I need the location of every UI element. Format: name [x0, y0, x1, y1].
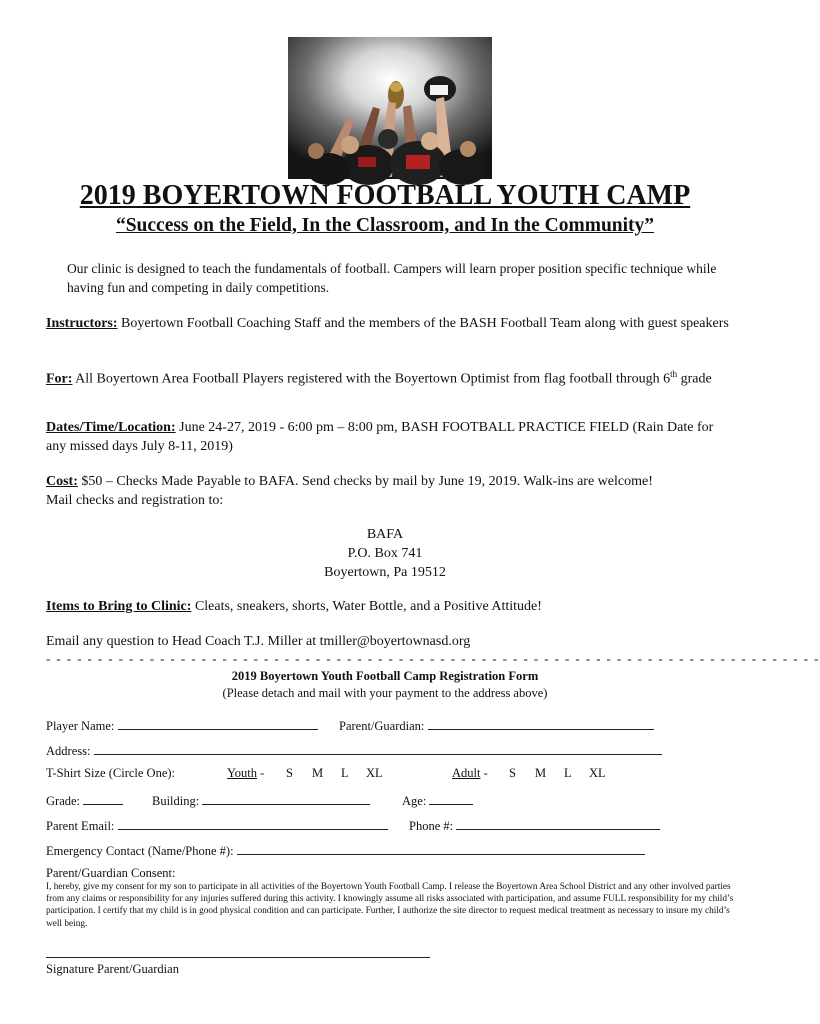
page-subtitle: “Success on the Field, In the Classroom, and In the Community” [115, 215, 655, 236]
form-title: 2019 Boyertown Youth Football Camp Registration Form [231, 669, 539, 683]
form-subtitle: (Please detach and mail with your payment to the address above) [222, 686, 548, 700]
building-field[interactable] [152, 791, 370, 809]
for-label: For: [46, 371, 73, 387]
consent-text: I, hereby, give my consent for my son to participate in all activities of the Boyertown Youth Football Camp. I release the Boyertown Area School District and any other involved parties from any claims or responsibility for any injuries suffered during this activity. I knowingly assume all risks associated with participation, and assume FULL responsibility for my child’s participation. I certify that my child is in good physical condition and can participate. Further, I authorize the site director to request medical treatment as necessary to insure my child’s well being. [46, 882, 734, 929]
items-text: Cleats, sneakers, shorts, Water Bottle, and a Positive Attitude! [191, 599, 542, 614]
phone-line[interactable] [456, 816, 660, 830]
age-line[interactable] [429, 791, 473, 805]
mailing-address [0, 525, 770, 582]
parent-guardian-label: Parent/Guardian: [339, 719, 425, 733]
adult-label: Adult [452, 766, 481, 780]
youth-size-m[interactable]: M [312, 766, 324, 780]
player-name-line[interactable] [118, 716, 318, 730]
parent-guardian-field[interactable] [339, 716, 654, 734]
phone-field[interactable] [409, 816, 660, 834]
youth-size-xl[interactable]: XL [366, 766, 383, 780]
team-celebration-photo [288, 37, 492, 179]
emergency-contact-label: Emergency Contact (Name/Phone #): [46, 844, 234, 858]
adult-size-s[interactable]: S [509, 766, 516, 780]
parent-guardian-line[interactable] [428, 716, 654, 730]
dates-label: Dates/Time/Location: [46, 420, 176, 435]
address-label: Address: [46, 744, 91, 758]
youth-size-l[interactable]: L [341, 766, 349, 780]
emergency-contact-line[interactable] [237, 841, 645, 855]
email-contact-line: Email any question to Head Coach T.J. Miller at tmiller@boyertownasd.org [46, 634, 471, 649]
address-line-1: BAFA [366, 527, 404, 542]
detach-divider: - - - - - - - - - - - - - - - - - - - - - - - - - - - - - - - - - - - - - - - - - - - - - - - - - - - - - - - - - - - - - - - - - - - - - - - - - - - [46, 651, 820, 666]
cost-label: Cost: [46, 474, 78, 489]
instructors-text: Boyertown Football Coaching Staff and the members of the BASH Football Team along with guest speakers [117, 316, 729, 331]
address-line-2: P.O. Box 741 [347, 546, 423, 561]
dates-text: June 24-27, 2019 - 6:00 pm – 8:00 pm, BASH FOOTBALL PRACTICE FIELD (Rain Date for any missed days July 8-11, 2019) [46, 420, 714, 454]
cost-text: $50 – Checks Made Payable to BAFA. Send checks by mail by June 19, 2019. Walk-ins are welcome! [77, 474, 653, 489]
dates-section [46, 418, 736, 456]
items-label: Items to Bring to Clinic: [46, 599, 192, 614]
age-field[interactable] [402, 791, 473, 809]
cost-mail-text: Mail checks and registration to: [46, 493, 224, 508]
for-section [46, 365, 736, 389]
parent-email-label: Parent Email: [46, 819, 115, 833]
for-text: All Boyertown Area Football Players registered with the Boyertown Optimist from flag football through 6 [72, 371, 671, 387]
player-name-field[interactable] [46, 716, 318, 734]
tshirt-size-label: T-Shirt Size (Circle One): [46, 766, 176, 780]
building-label: Building: [152, 794, 200, 808]
adult-dash: - [480, 766, 488, 780]
instructors-label: Instructors: [46, 316, 118, 331]
adult-size-xl[interactable]: XL [589, 766, 606, 780]
intro-paragraph: Our clinic is designed to teach the fundamentals of football. Campers will learn proper position specific technique while having fun and competing in daily competitions. [67, 261, 717, 295]
adult-size-l[interactable]: L [564, 766, 572, 780]
cost-section [46, 472, 736, 510]
emergency-contact-field[interactable] [46, 841, 645, 859]
address-field[interactable] [46, 741, 662, 759]
adult-size-group [452, 766, 488, 781]
team-photo-illustration [288, 37, 492, 179]
for-text-grade: grade [677, 371, 712, 387]
for-superscript: th [670, 369, 678, 379]
youth-size-s[interactable]: S [286, 766, 293, 780]
address-line-3: Boyertown, Pa 19512 [324, 565, 446, 580]
age-label: Age: [402, 794, 427, 808]
consent-label: Parent/Guardian Consent: [46, 866, 176, 880]
grade-field[interactable] [46, 791, 123, 809]
youth-label: Youth [227, 766, 257, 780]
building-line[interactable] [202, 791, 370, 805]
adult-size-m[interactable]: M [535, 766, 547, 780]
signature-label: Signature Parent/Guardian [46, 962, 179, 976]
youth-size-group [227, 766, 264, 781]
grade-label: Grade: [46, 794, 81, 808]
page-title: 2019 BOYERTOWN FOOTBALL YOUTH CAMP [79, 180, 691, 211]
instructors-section [46, 314, 736, 333]
phone-label: Phone #: [409, 819, 454, 833]
grade-line[interactable] [83, 791, 123, 805]
signature-line[interactable] [46, 957, 430, 958]
address-line[interactable] [94, 741, 662, 755]
items-section [46, 597, 736, 616]
youth-dash: - [257, 766, 265, 780]
parent-email-line[interactable] [118, 816, 388, 830]
parent-email-field[interactable] [46, 816, 388, 834]
player-name-label: Player Name: [46, 719, 115, 733]
